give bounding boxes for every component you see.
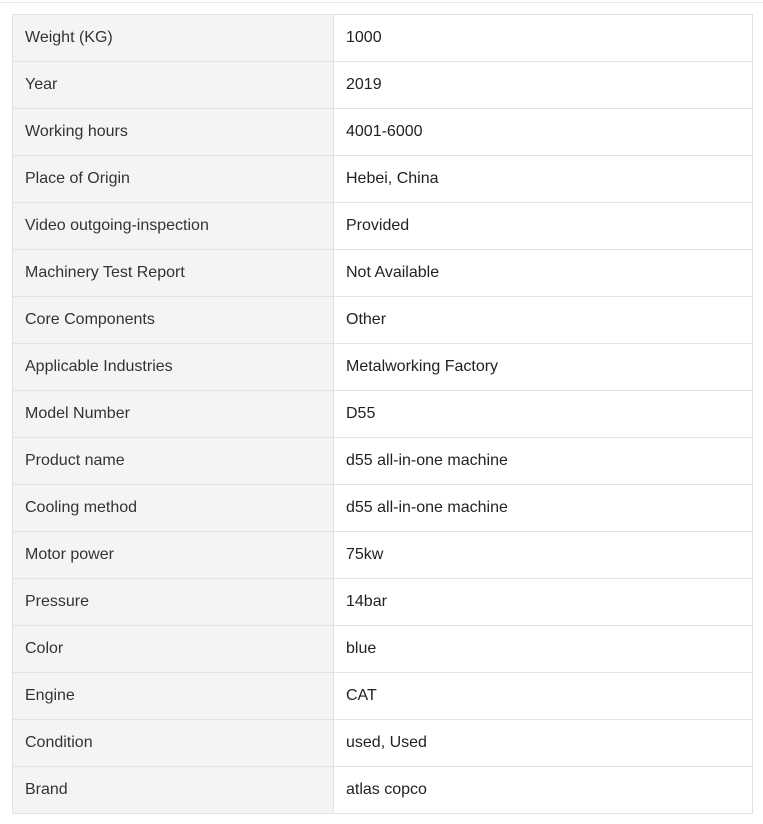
table-row — [13, 579, 753, 626]
spec-label: Video outgoing-inspection — [13, 203, 334, 250]
spec-value: Other — [334, 297, 753, 344]
table-row — [13, 250, 753, 297]
spec-label: Engine — [13, 673, 334, 720]
spec-value: Metalworking Factory — [334, 344, 753, 391]
table-row — [13, 532, 753, 579]
spec-label: Motor power — [13, 532, 334, 579]
spec-value: used, Used — [334, 720, 753, 767]
spec-label: Weight (KG) — [13, 15, 334, 62]
specifications-table — [12, 14, 753, 814]
spec-value: CAT — [334, 673, 753, 720]
table-row — [13, 673, 753, 720]
spec-value: 4001-6000 — [334, 109, 753, 156]
table-row — [13, 767, 753, 814]
spec-value: Not Available — [334, 250, 753, 297]
spec-label: Machinery Test Report — [13, 250, 334, 297]
spec-value: d55 all-in-one machine — [334, 438, 753, 485]
spec-value: 14bar — [334, 579, 753, 626]
spec-value: Hebei, China — [334, 156, 753, 203]
spec-value: atlas copco — [334, 767, 753, 814]
spec-label: Core Components — [13, 297, 334, 344]
spec-label: Product name — [13, 438, 334, 485]
table-row — [13, 203, 753, 250]
table-row — [13, 62, 753, 109]
table-row — [13, 485, 753, 532]
spec-value: D55 — [334, 391, 753, 438]
spec-label: Cooling method — [13, 485, 334, 532]
spec-label: Pressure — [13, 579, 334, 626]
table-row — [13, 344, 753, 391]
top-divider — [0, 2, 763, 3]
table-row — [13, 15, 753, 62]
spec-value: Provided — [334, 203, 753, 250]
spec-label: Place of Origin — [13, 156, 334, 203]
table-row — [13, 109, 753, 156]
spec-label: Applicable Industries — [13, 344, 334, 391]
table-row — [13, 720, 753, 767]
spec-label: Model Number — [13, 391, 334, 438]
specifications-table-body — [13, 15, 753, 814]
spec-value: 2019 — [334, 62, 753, 109]
spec-label: Brand — [13, 767, 334, 814]
spec-label: Color — [13, 626, 334, 673]
spec-value: d55 all-in-one machine — [334, 485, 753, 532]
table-row — [13, 391, 753, 438]
spec-label: Year — [13, 62, 334, 109]
table-row — [13, 438, 753, 485]
table-row — [13, 626, 753, 673]
spec-value: 75kw — [334, 532, 753, 579]
spec-label: Working hours — [13, 109, 334, 156]
table-row — [13, 156, 753, 203]
spec-value: blue — [334, 626, 753, 673]
spec-label: Condition — [13, 720, 334, 767]
table-row — [13, 297, 753, 344]
spec-value: 1000 — [334, 15, 753, 62]
